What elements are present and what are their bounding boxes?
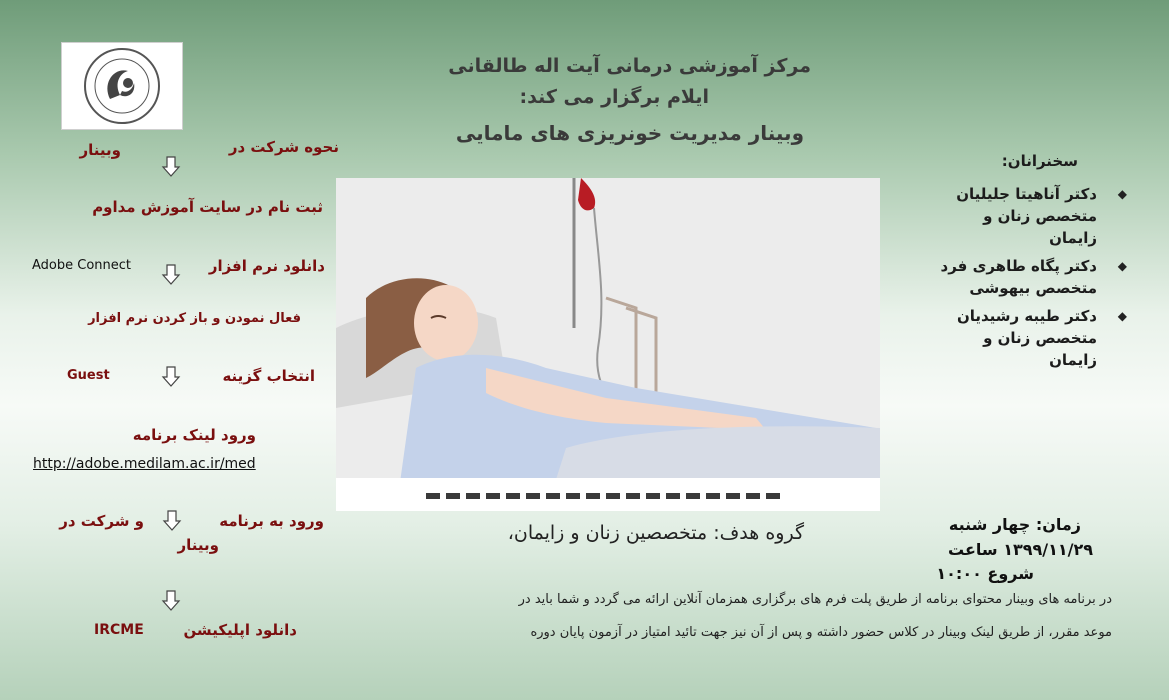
speaker-item: [897, 255, 1127, 299]
event-start: شروع ۱۰:۰۰: [936, 564, 1034, 583]
and-join-label: و شرکت در: [59, 512, 144, 530]
ircme-label: IRCME: [94, 622, 144, 638]
body-text-line1: در برنامه های وبینار محتوای برنامه از طریق پلت فرم های برگزاری همزمان آنلاین ارائه می گردد و شما باید در: [518, 592, 1112, 607]
speaker-name: دکتر پگاه طاهری فرد: [940, 257, 1097, 275]
speaker-specialty: متخصص زنان و: [983, 207, 1097, 225]
down-arrow-icon: [162, 510, 182, 532]
activate-step: فعال نمودن و باز کردن نرم افزار: [88, 311, 301, 326]
speaker-name: دکتر طیبه رشیدیان: [956, 307, 1097, 325]
how-to-join-webinar: وبینار: [79, 141, 121, 159]
speakers-title: سخنرانان:: [1001, 152, 1078, 170]
enter-program-step: ورود به برنامه: [219, 512, 324, 530]
down-arrow-icon: [161, 366, 181, 388]
header-title: مرکز آموزشی درمانی آیت اله طالقانی: [448, 55, 811, 77]
center-logo: [61, 42, 183, 130]
speaker-item: [897, 183, 1127, 249]
webinar-link[interactable]: http://adobe.medilam.ac.ir/med: [33, 456, 256, 472]
bullet-icon: ◆: [1117, 309, 1127, 323]
speaker-specialty-cont: زایمان: [1049, 351, 1097, 369]
event-day: زمان: چهار شنبه: [948, 515, 1081, 534]
event-date: ۱۳۹۹/۱۱/۲۹ ساعت: [948, 540, 1093, 559]
bullet-icon: ◆: [1117, 187, 1127, 201]
down-arrow-icon: [161, 156, 181, 178]
header-subtitle: ایلام برگزار می کند:: [519, 86, 709, 108]
target-audience: گروه هدف: متخصصین زنان و زایمان،: [507, 522, 804, 544]
adobe-connect-label: Adobe Connect: [32, 258, 132, 273]
down-arrow-icon: [161, 590, 181, 612]
hospital-bed-illustration: [336, 178, 880, 511]
webinar-title: وبینار مدیریت خونریزی های مامایی: [455, 121, 804, 145]
down-arrow-icon: [161, 264, 181, 286]
body-text-line2: موعد مقرر، از طریق لینک وبینار در کلاس حضور داشته و پس از آن نیز جهت تائید امتیاز در آزمون پایان دوره: [530, 625, 1112, 640]
download-step: دانلود نرم افزار: [208, 257, 325, 275]
register-step: ثبت نام در سایت آموزش مداوم: [92, 198, 323, 216]
how-to-join-title: نحوه شرکت در: [228, 138, 339, 156]
patient-illustration: [336, 178, 880, 511]
speaker-name: دکتر آناهیتا جلیلیان: [956, 185, 1097, 203]
bullet-icon: ◆: [1117, 259, 1127, 273]
guest-option: Guest: [67, 368, 110, 383]
speaker-specialty: متخصص زنان و: [983, 329, 1097, 347]
speaker-specialty: متخصص بیهوشی: [969, 279, 1097, 297]
speakers-list: [897, 183, 1127, 377]
mother-child-emblem-icon: [62, 43, 182, 129]
speaker-specialty-cont: زایمان: [1049, 229, 1097, 247]
webinar-label: وبینار: [177, 536, 219, 554]
download-app-step: دانلود اپلیکیشن: [183, 621, 297, 639]
select-step: انتخاب گزینه: [222, 367, 315, 385]
enter-link-step: ورود لینک برنامه: [132, 426, 256, 444]
speaker-item: [897, 305, 1127, 371]
